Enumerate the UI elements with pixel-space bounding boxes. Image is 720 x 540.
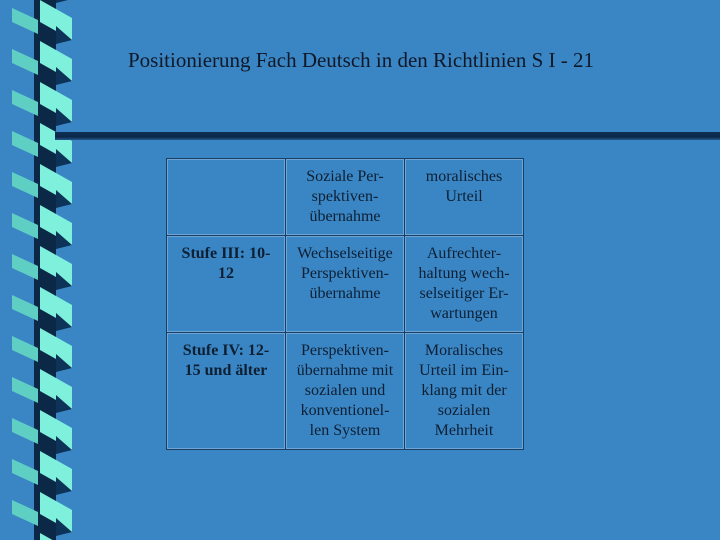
- table-cell: [286, 333, 405, 450]
- table-cell-text: Wechselseitige Perspektiven- übernahme: [297, 245, 393, 302]
- table-cell-text: Moralisches Urteil im Ein- klang mit der sozialen Mehrheit: [419, 342, 509, 439]
- table-cell: [405, 333, 524, 450]
- table-cell-text: Aufrechter- haltung wech- selseitiger Er- wartungen: [418, 245, 510, 322]
- table-row: [167, 333, 524, 450]
- table-header-row: [167, 159, 524, 236]
- table-header-cell-text: Soziale Per- spektiven- übernahme: [306, 168, 384, 225]
- table-cell-text: Perspektiven- übernahme mit sozialen und konventionel- len System: [296, 342, 394, 439]
- stages-table: [166, 158, 524, 450]
- table-cell-text: Stufe IV: 12- 15 und älter: [182, 342, 270, 379]
- table-cell-text: Stufe III: 10- 12: [181, 245, 271, 282]
- table-row: [167, 236, 524, 333]
- table-header-cell-empty: [167, 159, 286, 236]
- table-header-cell-text: moralisches Urteil: [425, 168, 503, 205]
- table-row-stage-label: [167, 236, 286, 333]
- page-title: Positionierung Fach Deutsch in den Richtlinien S I - 21: [128, 48, 595, 72]
- table-header-cell-moral: [405, 159, 524, 236]
- table-header-cell-perspective: [286, 159, 405, 236]
- left-border-decoration: [0, 0, 90, 540]
- table-cell: [405, 236, 524, 333]
- title-divider: [55, 132, 720, 140]
- table-cell: [286, 236, 405, 333]
- border-shadow-wedge: [56, 0, 72, 3]
- table-row-stage-label: [167, 333, 286, 450]
